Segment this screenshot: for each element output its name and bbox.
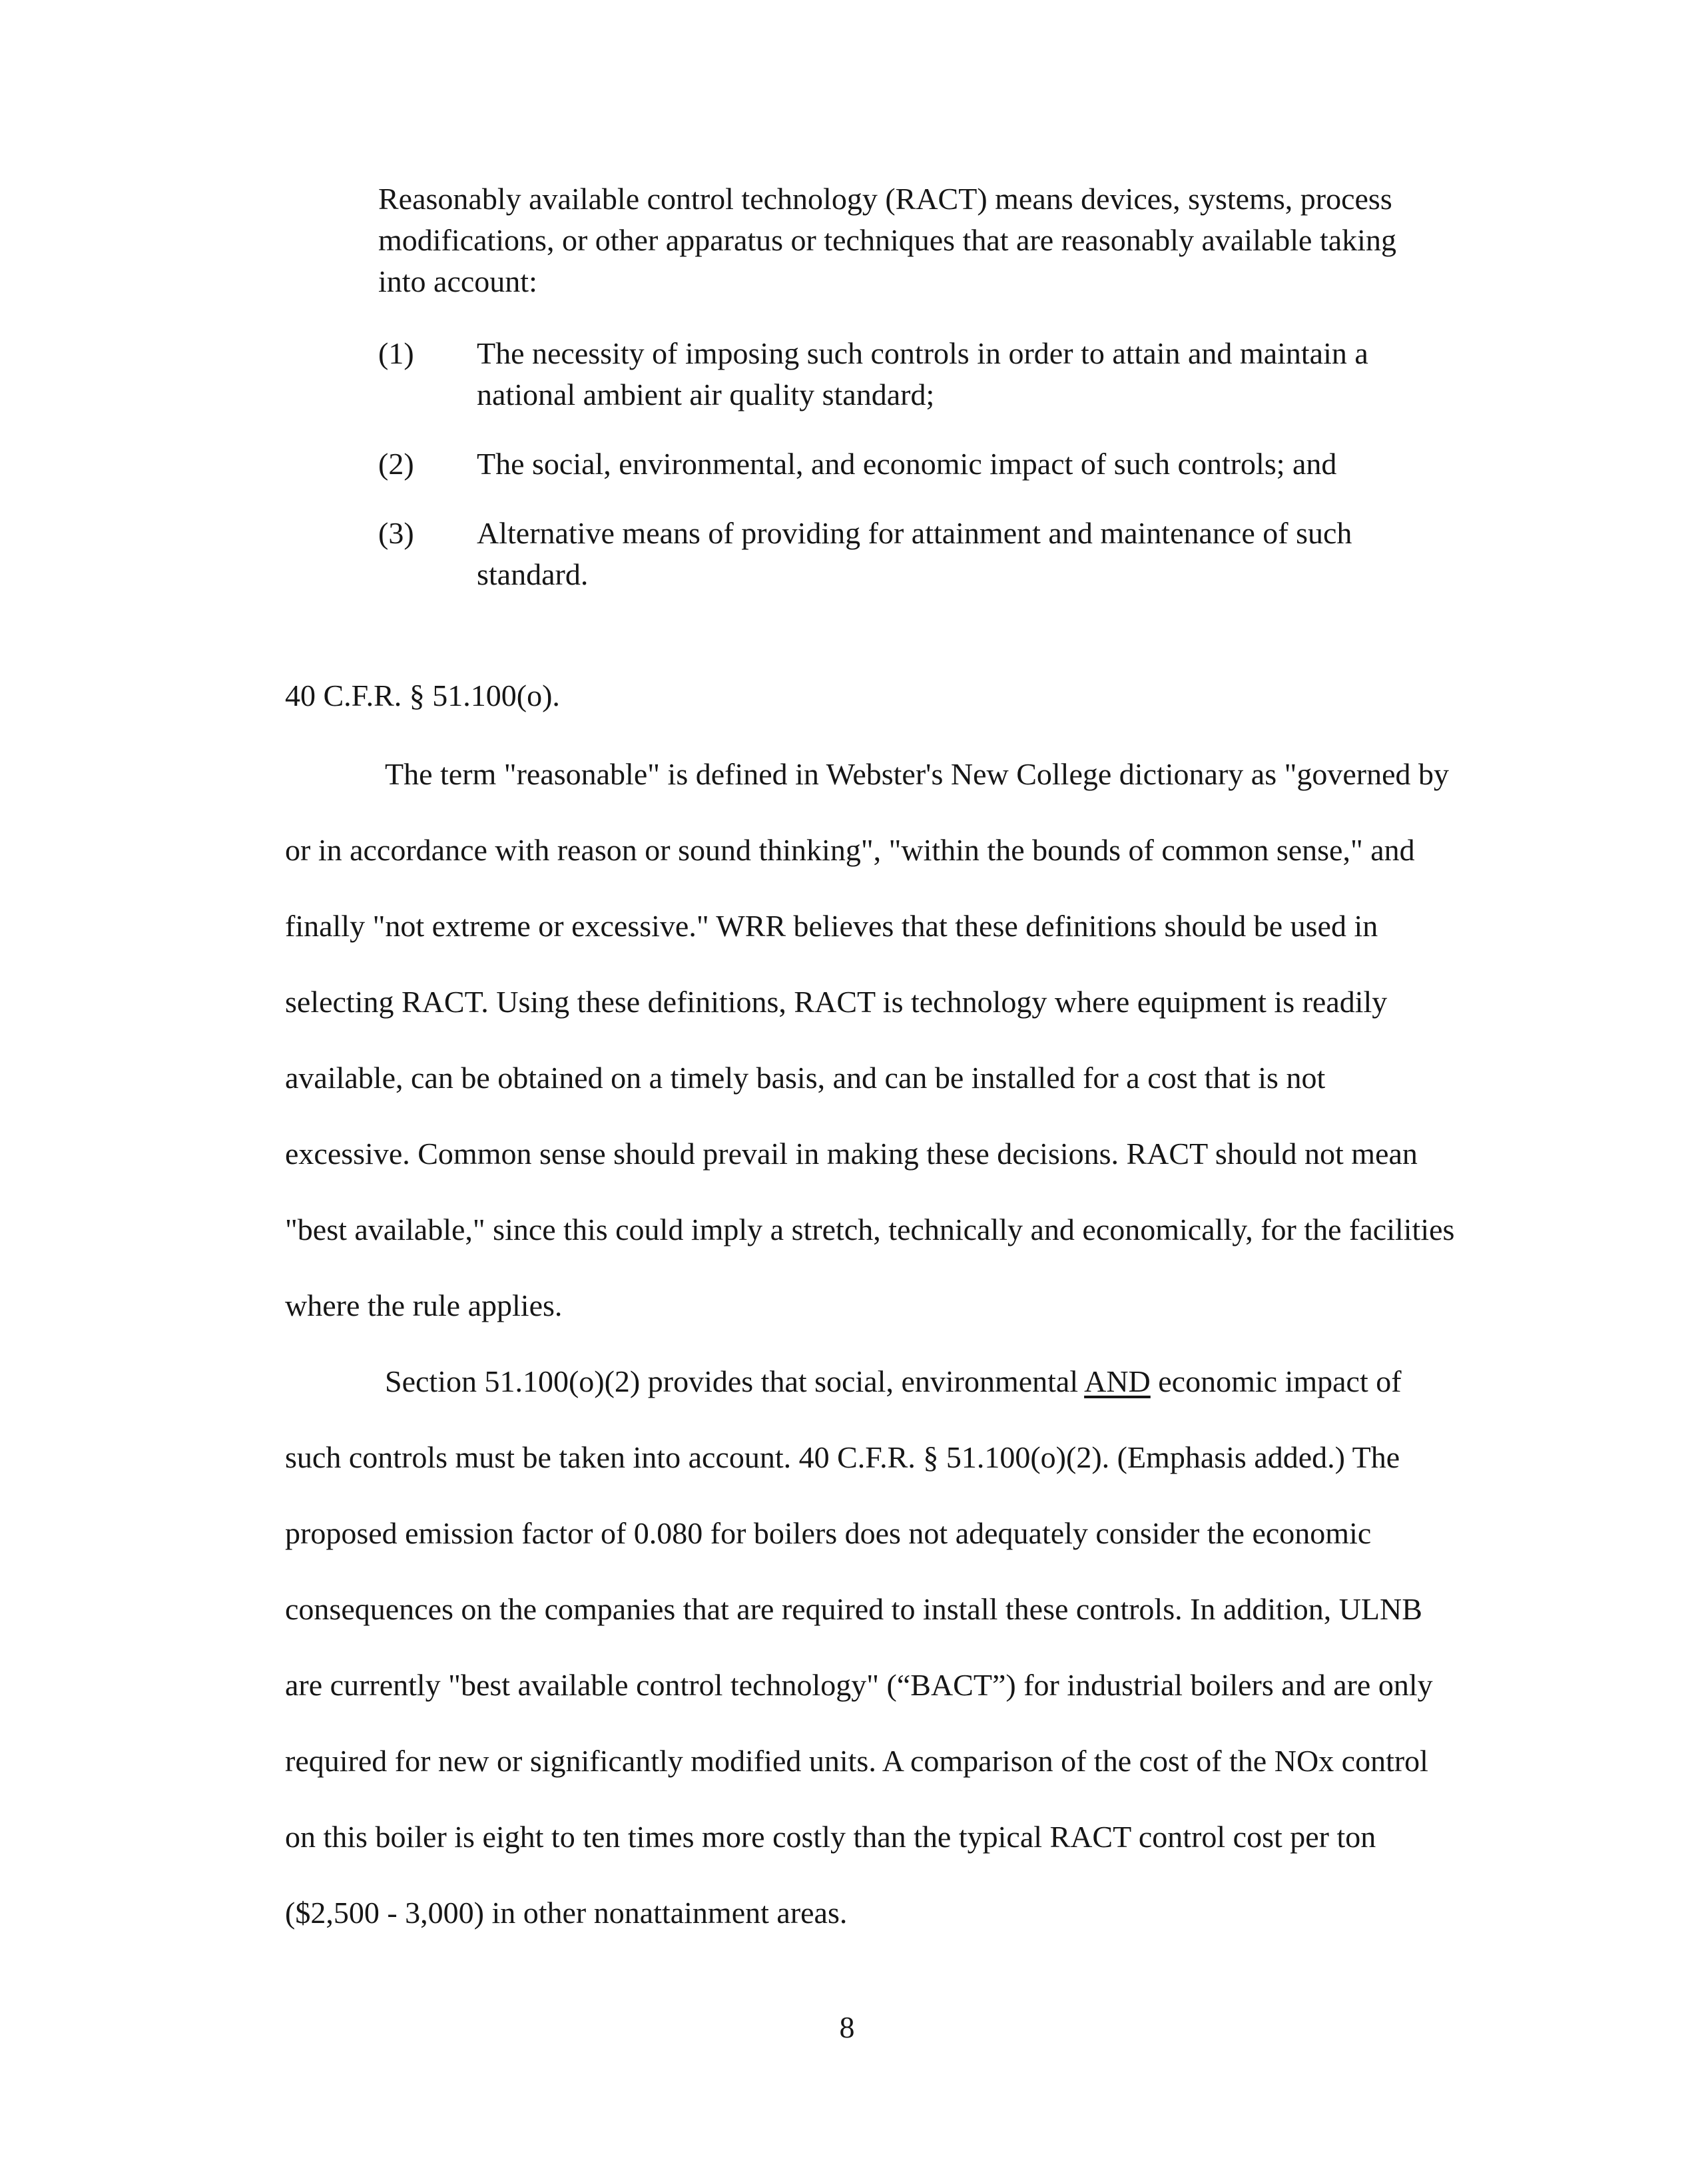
list-item [378, 513, 1417, 595]
page-number: 8 [839, 2010, 855, 2044]
paragraph-text-before: Section 51.100(o)(2) provides that social, environmental [385, 1364, 1085, 1398]
list-item-number: (2) [378, 447, 414, 481]
paragraph-text-after: economic impact of such controls must be taken into account. 40 C.F.R. § 51.100(o)(2). (Emphasis added.) The proposed emission factor of 0.080 for boilers does not adequately consider the economic consequences on the companies that are required to install these controls. In addition, ULNB are currently "best available control technology" (“BACT”) for industrial boilers and are only required for new or significantly modified units. A comparison of the cost of the NOx control on this boiler is eight to ten times more costly than the typical RACT control cost per ton ($2,500 - 3,000) in other nonattainment areas. [285, 1364, 1433, 1930]
list-item-text: The social, environmental, and economic impact of such controls; and [477, 447, 1337, 481]
block-quote [378, 178, 1417, 595]
list-item-text: The necessity of imposing such controls in order to attain and maintain a national ambient air quality standard; [477, 336, 1368, 411]
list-item-number: (3) [378, 516, 414, 550]
paragraph-economic-impact [285, 1344, 1457, 1951]
list-item-number: (1) [378, 336, 414, 370]
paragraph-reasonable-definition: The term "reasonable" is defined in Webster's New College dictionary as "governed by or in accordance with reason or sound thinking", "within the bounds of common sense," and finally "not extreme or excessive." WRR believes that these definitions should be used in selecting RACT. Using these definitions, RACT is technology where equipment is readily available, can be obtained on a timely basis, and can be installed for a cost that is not excessive. Common sense should prevail in making these decisions. RACT should not mean "best available," since this could imply a stretch, technically and economically, for the facilities where the rule applies. [285, 757, 1455, 1322]
list-item-text: Alternative means of providing for attainment and maintenance of such standard. [477, 516, 1352, 591]
list-item [378, 333, 1417, 415]
emphasis-text: AND [1084, 1364, 1151, 1398]
block-quote-lead: Reasonably available control technology (RACT) means devices, systems, process modifications, or other apparatus or techniques that are reasonably available taking into account: [378, 182, 1396, 298]
citation: 40 C.F.R. § 51.100(o). [285, 679, 560, 712]
list-item [378, 443, 1417, 485]
